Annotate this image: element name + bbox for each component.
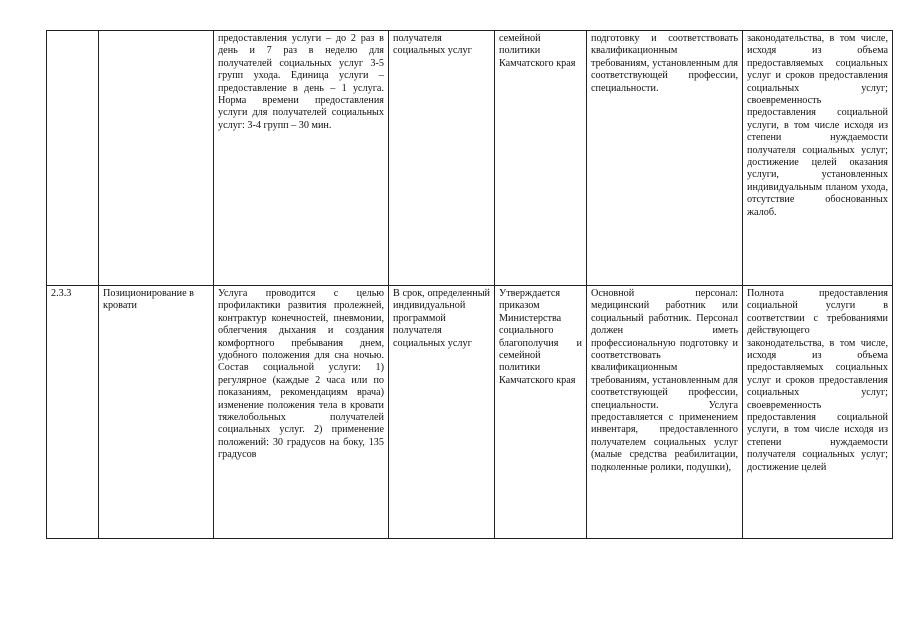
cell-quality: законодательства, в том числе, исходя из объема предоставляемых социальных услуг и сроков предоставления социальных услуг; своевременность предоставления социальной услуги, в том числе исходя из степени нуждаемости получателя социальных услуг; достижение целей оказания услуги, установленных индивидуальным планом ухода, отсутствие обоснованных жалоб. (743, 31, 893, 286)
cell-conditions: подготовку и соответствовать квалификационным требованиям, установленным для соответствующей профессии, специальности. (587, 31, 743, 286)
cell-service-name (99, 31, 214, 286)
services-table (46, 30, 893, 539)
cell-term: получателя социальных услуг (389, 31, 495, 286)
cell-quality: Полнота предоставления социальной услуги в соответствии с требованиями действующего законодательства, в том числе, исходя из объема предоставляемых социальных услуг и сроков предоставления социальных услуг; своевременность предоставления социальной услуги, в том числе исходя из степени нуждаемости получателя социальных услуг; достижение целей (743, 286, 893, 539)
cell-number (47, 31, 99, 286)
cell-tariff: Утверждается приказом Министерства социального благополучия и семейной политики Камчатского края (495, 286, 587, 539)
cell-term: В срок, определенный индивидуальной программой получателя социальных услуг (389, 286, 495, 539)
table-row (47, 286, 893, 539)
cell-conditions: Основной персонал: медицинский работник или социальный работник. Персонал должен иметь профессиональную подготовку и соответствовать квалификационным требованиям, установленным для соответствующей профессии, специальности. Услуга предоставляется с применением инвентаря, предоставленного получателем социальных услуг (малые средства реабилитации, подколенные ролики, подушки), (587, 286, 743, 539)
cell-description: предоставления услуги – до 2 раз в день и 7 раз в неделю для получателей социальных услуг 3-5 групп ухода. Единица услуги – предоставление в день – 1 услуга. Норма времени предоставления услуги для получателей социальных услуг: 3-4 групп – 30 мин. (214, 31, 389, 286)
table-row (47, 31, 893, 286)
cell-service-name: Позиционирование в кровати (99, 286, 214, 539)
cell-number: 2.3.3 (47, 286, 99, 539)
cell-tariff: семейной политики Камчатского края (495, 31, 587, 286)
cell-description: Услуга проводится с целью профилактики развития пролежней, контрактур конечностей, пневмонии, облегчения дыхания и создания комфортного пребывания днем, удобного положения для сна ночью. Состав социальной услуги: 1) регулярное (каждые 2 часа или по показаниям, рекомендациям врача) изменение положения тела в кровати тяжелобольных получателей социальных услуг. 2) применение положений: 30 градусов на боку, 135 градусов (214, 286, 389, 539)
